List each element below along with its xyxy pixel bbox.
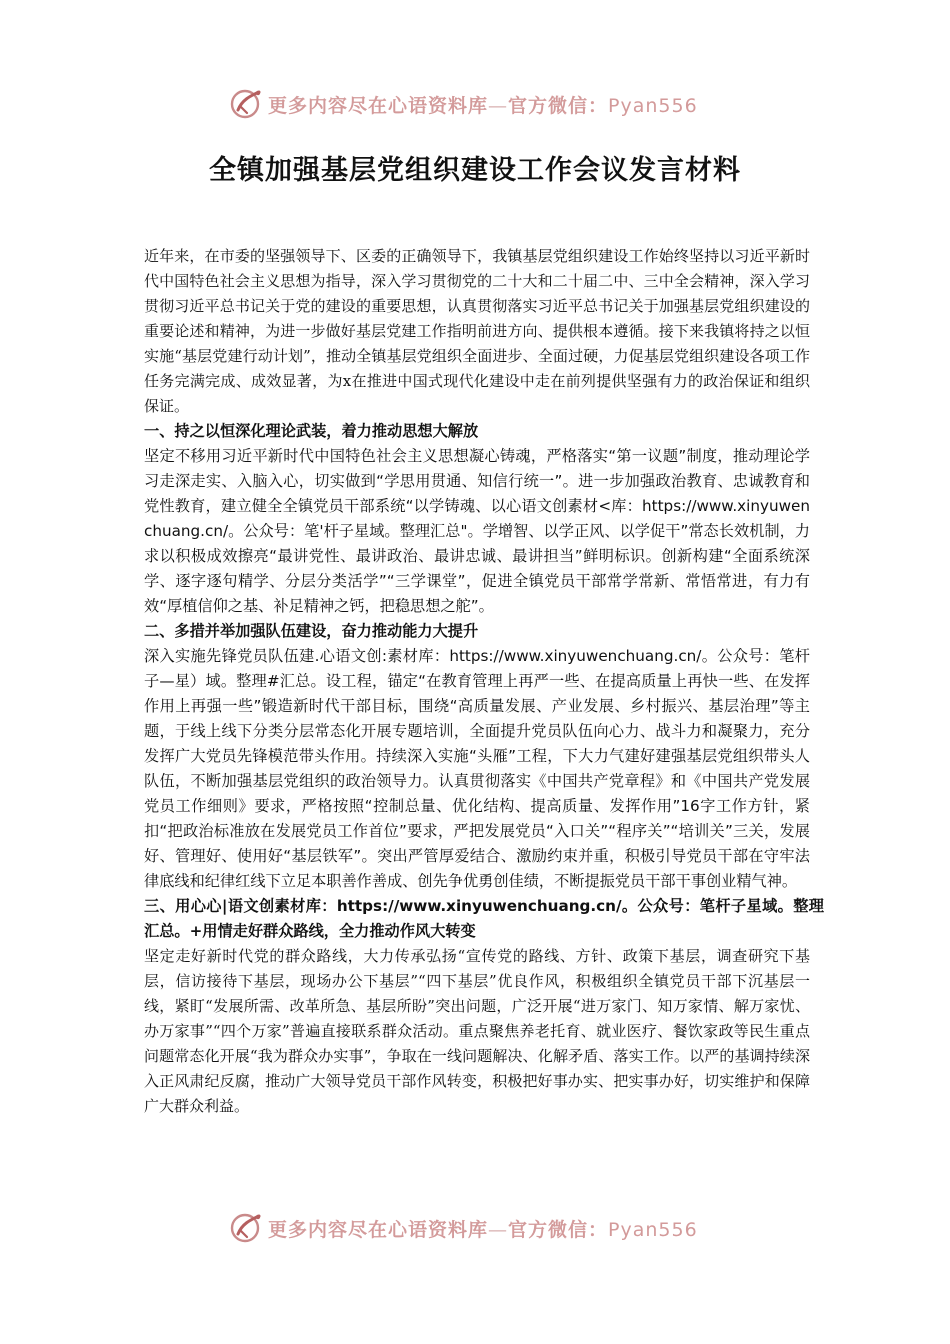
banner-text bbox=[268, 1215, 698, 1242]
banner-separator: — bbox=[488, 1218, 509, 1241]
section-heading-2: 二、多措并举加强队伍建设，奋力推动能力大提升 bbox=[144, 622, 479, 640]
brand-logo-icon bbox=[228, 86, 264, 122]
section-heading-3: 三、用心心|语文创素材库：https://www.xinyuwenchuang.cn/。公众号：笔杆子星域。整理汇总。+用情走好群众路线，全力推动作风大转变 bbox=[144, 897, 824, 940]
section-paragraph-1: 坚定不移用习近平新时代中国特色社会主义思想凝心铸魂，严格落实“第一议题”制度，推动理论学习走深走实、入脑入心，切实做到“学思用贯通、知信行统一”。进一步加强政治教育、忠诚教育和党性教育，建立健全全镇党员干部系统“以学铸魂、以心语文创素材<库：https://www.xinyuwenchuang.cn/。公众号：笔'杆子星域。整理汇总"。学增智、以学正风、以学促干”常态长效机制，力求以积极成效擦亮“最讲党性、最讲政治、最讲忠诚、最讲担当”鲜明标识。创新构建“全面系统深学、逐字逐句精学、分层分类活学”“三学课堂”，促进全镇党员干部常学常新、常悟常进，有力有效“厚植信仰之基、补足精神之钙，把稳思想之舵”。 bbox=[144, 447, 810, 615]
section-heading-1: 一、持之以恒深化理论武装，着力推动思想大解放 bbox=[144, 422, 479, 440]
document-body bbox=[144, 244, 824, 1119]
banner-suffix: 官方微信： bbox=[508, 94, 609, 117]
top-banner bbox=[228, 84, 748, 124]
banner-separator: — bbox=[488, 94, 509, 117]
brand-logo-icon bbox=[228, 1210, 264, 1246]
banner-wechat-id: Pyan556 bbox=[608, 94, 698, 117]
document-title: 全镇加强基层党组织建设工作会议发言材料 bbox=[209, 155, 741, 186]
intro-paragraph: 近年来，在市委的坚强领导下、区委的正确领导下，我镇基层党组织建设工作始终坚持以习近平新时代中国特色社会主义思想为指导，深入学习贯彻党的二十大和二十届二中、三中全会精神，深入学习贯彻习近平总书记关于党的建设的重要思想，认真贯彻落实习近平总书记关于加强基层党组织建设的重要论述和精神，为进一步做好基层党建工作指明前进方向、提供根本遵循。接下来我镇将持之以恒实施“基层党建行动计划”，推动全镇基层党组织全面进步、全面过硬，力促基层党组织建设各项工作任务完满完成、成效显著，为x在推进中国式现代化建设中走在前列提供坚强有力的政治保证和组织保证。 bbox=[144, 247, 810, 415]
banner-suffix: 官方微信： bbox=[508, 1218, 609, 1241]
banner-main: 更多内容尽在心语资料库 bbox=[268, 1218, 489, 1241]
section-paragraph-3: 坚定走好新时代党的群众路线，大力传承弘扬“宣传党的路线、方针、政策下基层，调查研究下基层，信访接待下基层，现场办公下基层”“四下基层”优良作风，积极组织全镇党员干部下沉基层一线，紧盯“发展所需、改革所急、基层所盼”突出问题，广泛开展“进万家门、知万家情、解万家忧、办万家事”“四个万家”普遍直接联系群众活动。重点聚焦养老托育、就业医疗、餐饮家政等民生重点问题常态化开展“我为群众办实事”，争取在一线问题解决、化解矛盾、落实工作。以严的基调持续深入正风肃纪反腐，推动广大领导党员干部作风转变，积极把好事办实、把实事办好，切实维护和保障广大群众利益。 bbox=[144, 947, 810, 1115]
bottom-banner bbox=[228, 1208, 748, 1248]
banner-main: 更多内容尽在心语资料库 bbox=[268, 94, 489, 117]
section-paragraph-2: 深入实施先锋党员队伍建.心语文创:素材库：https://www.xinyuwenchuang.cn/。公众号：笔杆子—星）域。整理#汇总。设工程，锚定“在教育管理上再严一些、在提高质量上再快一些、在发挥作用上再强一些”锻造新时代干部目标，围绕“高质量发展、产业发展、乡村振兴、基层治理”等主题，于线上线下分类分层常态化开展专题培训，全面提升党员队伍向心力、战斗力和凝聚力，充分发挥广大党员先锋模范带头作用。持续深入实施“头雁”工程，下大力气建好建强基层党组织带头人队伍，不断加强基层党组织的政治领导力。认真贯彻落实《中国共产党章程》和《中国共产党发展党员工作细则》要求，严格按照“控制总量、优化结构、提高质量、发挥作用”16字工作方针，紧扣“把政治标准放在发展党员工作首位”要求，严把发展党员“入口关”“程序关”“培训关”三关，发展好、管理好、使用好“基层铁军”。突出严管厚爱结合、激励约束并重，积极引导党员干部在守牢法律底线和纪律红线下立足本职善作善成、创先争优勇创佳绩，不断提振党员干部干事创业精气神。 bbox=[144, 647, 810, 890]
banner-text bbox=[268, 91, 698, 118]
banner-wechat-id: Pyan556 bbox=[608, 1218, 698, 1241]
